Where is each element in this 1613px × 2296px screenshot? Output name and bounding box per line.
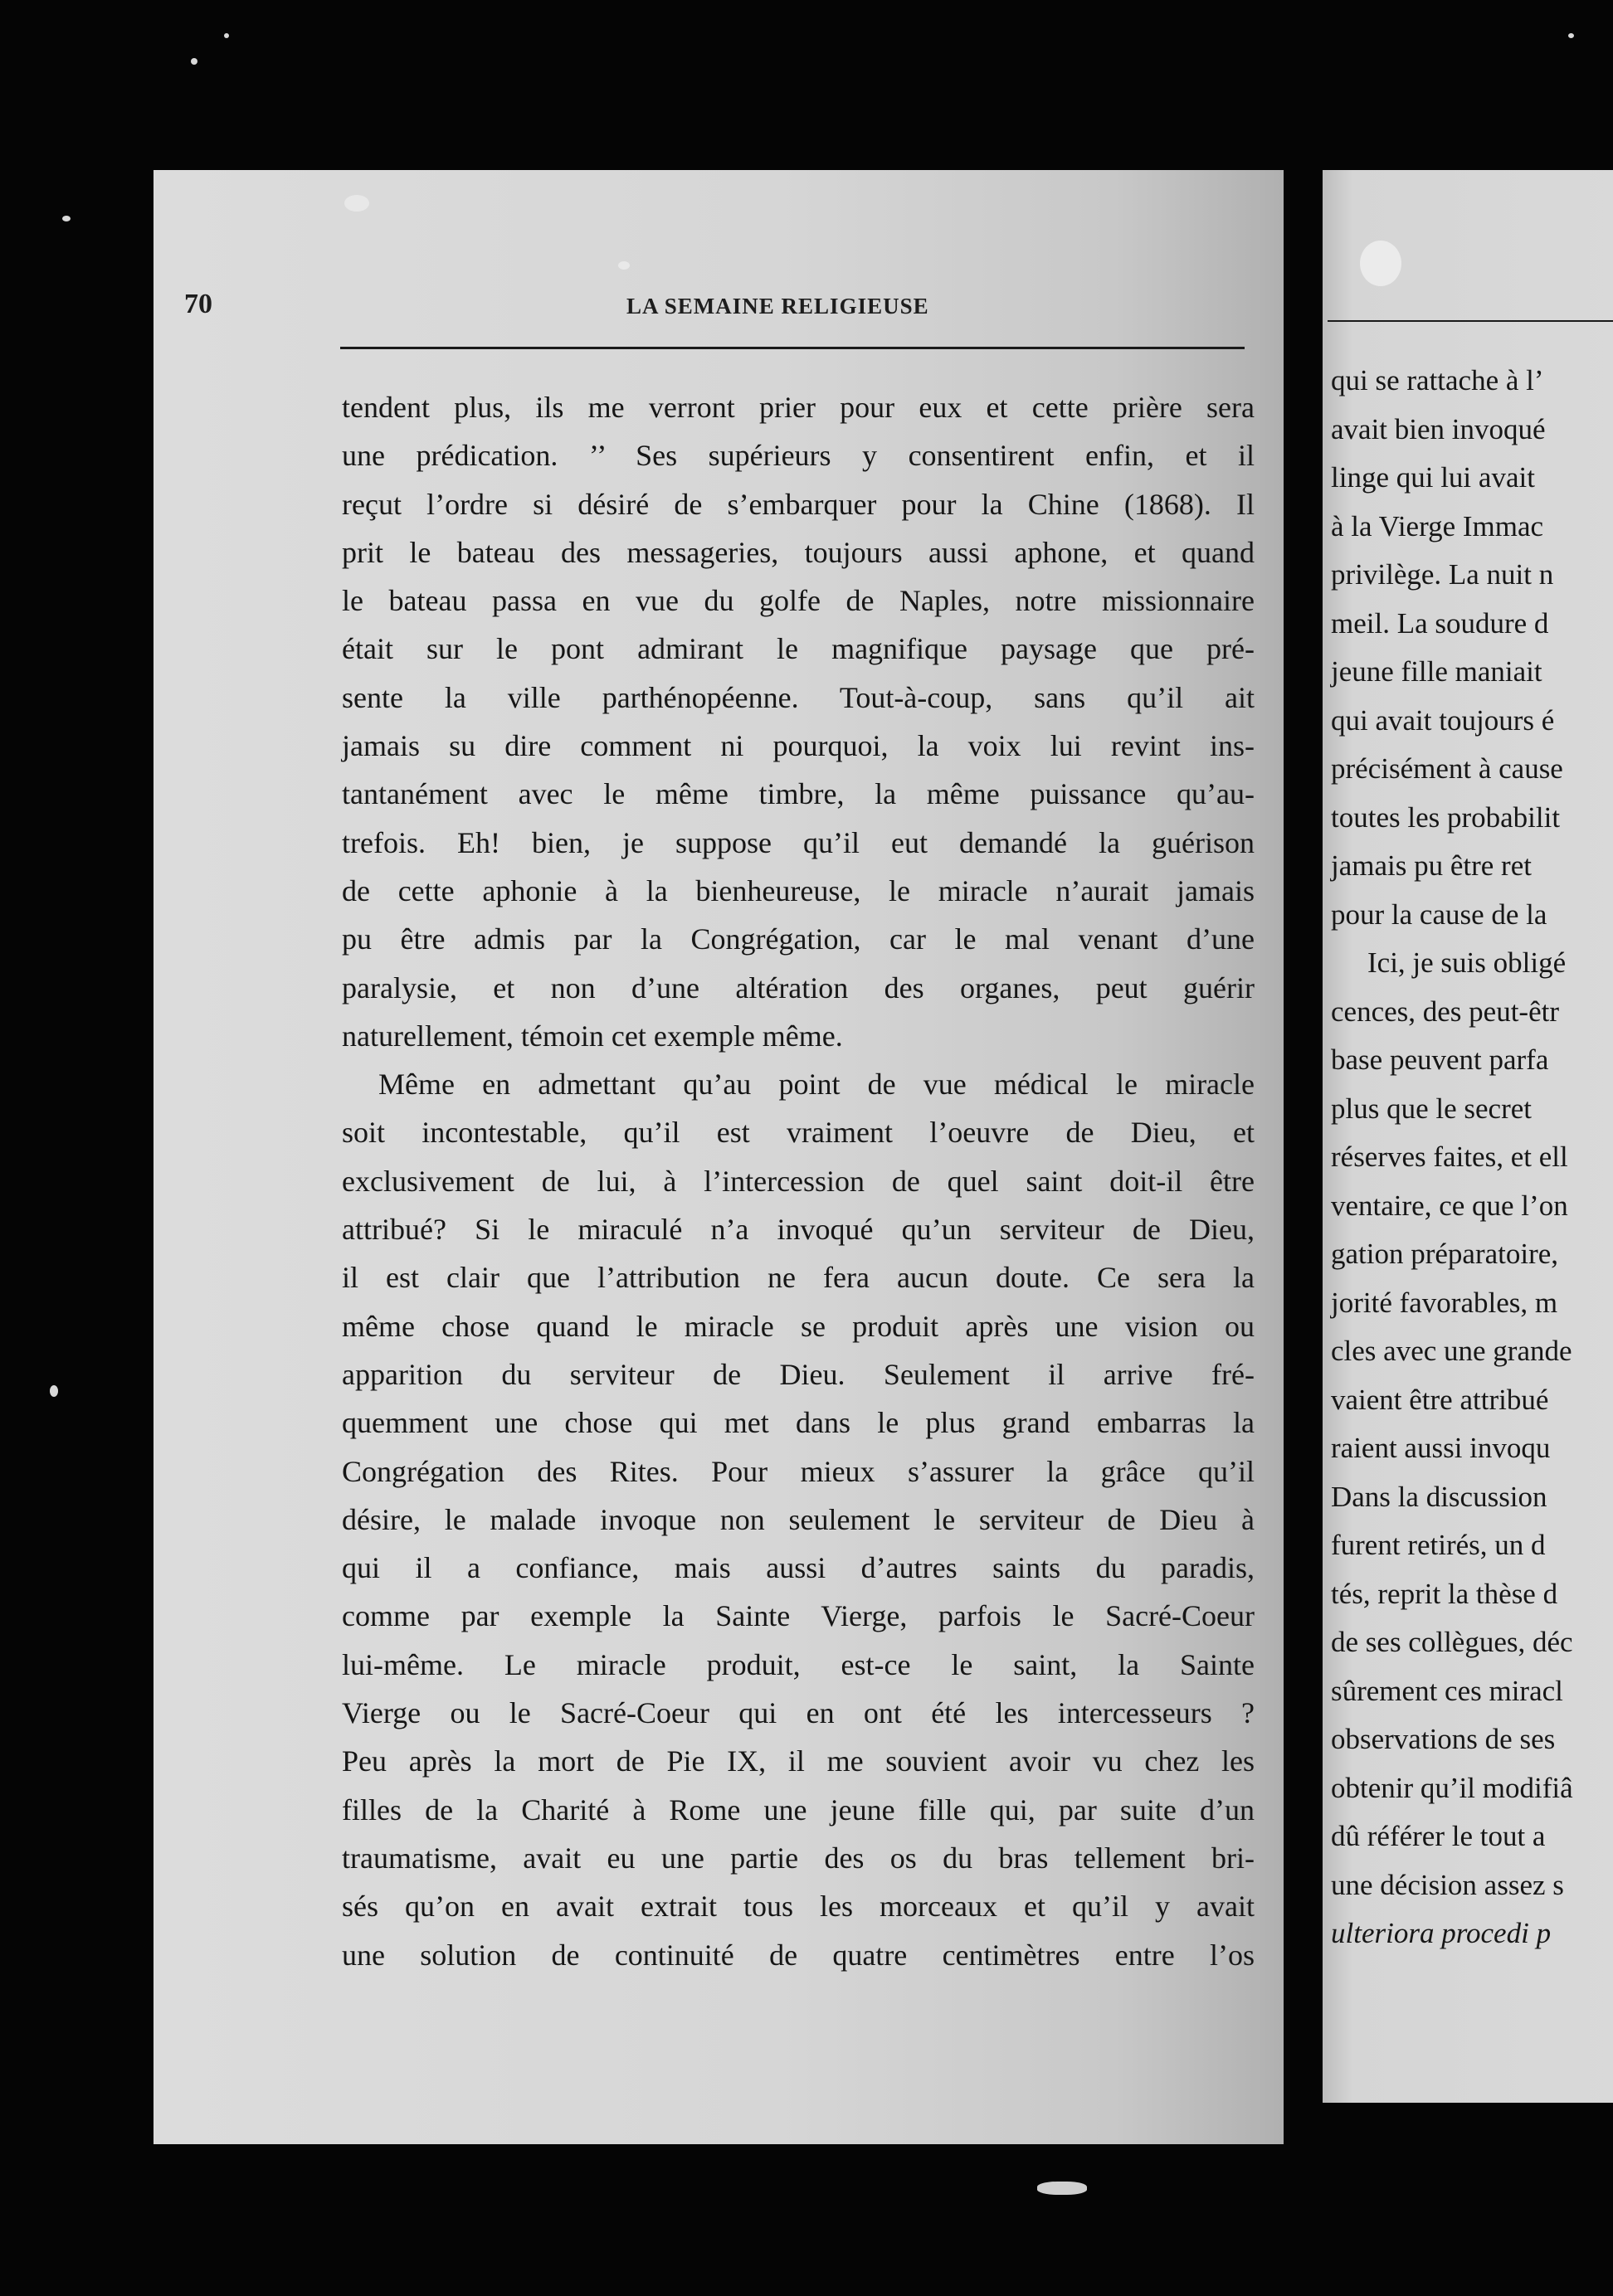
header-rule: [1328, 320, 1613, 322]
film-speck: [1568, 33, 1574, 38]
film-speck: [191, 58, 197, 65]
paper-spot: [344, 195, 369, 212]
text-line: plus que le secret: [1331, 1092, 1532, 1125]
text-line: sente la ville parthénopéenne. Tout-à-coup, sans qu’il ait: [342, 680, 1255, 714]
text-line: obtenir qu’il modifiâ: [1331, 1771, 1573, 1804]
text-line: réserves faites, et ell: [1331, 1141, 1568, 1173]
text-line: était sur le pont admirant le magnifique paysage que pré-: [342, 632, 1255, 666]
film-speck: [1037, 2182, 1087, 2195]
text-line: Vierge ou le Sacré-Coeur qui en ont été les intercesseurs ?: [342, 1696, 1255, 1730]
text-line: soit incontestable, qu’il est vraiment l’oeuvre de Dieu, et: [342, 1116, 1255, 1150]
text-line: de cette aphonie à la bienheureuse, le miracle n’aurait jamais: [342, 873, 1255, 907]
text-line: apparition du serviteur de Dieu. Seulement il arrive fré-: [342, 1357, 1255, 1391]
text-line: ventaire, ce que l’on: [1331, 1189, 1568, 1222]
right-text-block: [1331, 357, 1613, 1958]
text-line: observations de ses: [1331, 1723, 1556, 1755]
text-line: désire, le malade invoque non seulement le serviteur de Dieu à: [342, 1502, 1255, 1536]
text-line: une décision assez s: [1331, 1868, 1564, 1901]
text-line: précisément à cause: [1331, 752, 1563, 785]
text-line: Peu après la mort de Pie IX, il me souvient avoir vu chez les: [342, 1744, 1255, 1778]
text-line: naturellement, témoin cet exemple même.: [342, 1019, 843, 1053]
page-number: 70: [184, 289, 212, 319]
text-line: de ses collègues, déc: [1331, 1626, 1573, 1658]
text-line: furent retirés, un d: [1331, 1529, 1546, 1561]
text-line: cles avec une grande: [1331, 1335, 1572, 1367]
text-line: il est clair que l’attribution ne fera aucun doute. Ce sera la: [342, 1261, 1255, 1295]
text-line: gation préparatoire,: [1331, 1238, 1559, 1270]
left-text-block: [342, 383, 1255, 1979]
header-rule: [340, 347, 1245, 349]
text-line: linge qui lui avait: [1331, 461, 1535, 494]
text-line: trefois. Eh! bien, je suppose qu’il eut demandé la guérison: [342, 825, 1255, 859]
text-line: qui avait toujours é: [1331, 703, 1555, 737]
text-line: Ici, je suis obligé: [1367, 946, 1567, 979]
text-line: tendent plus, ils me verront prier pour eux et cette prière sera: [342, 391, 1255, 424]
text-line: meil. La soudure d: [1331, 606, 1549, 640]
text-line: Congrégation des Rites. Pour mieux s’assurer la grâce qu’il: [342, 1454, 1255, 1488]
text-line: attribué? Si le miraculé n’a invoqué qu’un serviteur de Dieu,: [342, 1213, 1255, 1247]
text-line: cences, des peut-êtr: [1331, 995, 1559, 1028]
text-line: exclusivement de lui, à l’intercession de quel saint doit-il être: [342, 1164, 1255, 1198]
text-line: reçut l’ordre si désiré de s’embarquer pour la Chine (1868). Il: [342, 487, 1255, 521]
text-line: jamais pu être ret: [1331, 849, 1532, 882]
text-line: sûrement ces miracl: [1331, 1674, 1563, 1707]
text-line: jeune fille maniait: [1331, 655, 1542, 688]
film-speck: [224, 33, 229, 38]
text-line: une solution de continuité de quatre centimètres entre l’os: [342, 1938, 1255, 1972]
text-line: base peuvent parfa: [1331, 1043, 1549, 1076]
text-line: jamais su dire comment ni pourquoi, la voix lui revint ins-: [342, 729, 1255, 763]
paper-spot: [1360, 241, 1401, 286]
text-line: sés qu’on en avait extrait tous les morceaux et qu’il y avait: [342, 1890, 1255, 1924]
text-line: dû référer le tout a: [1331, 1820, 1546, 1852]
text-line: ulteriora procedi p: [1331, 1917, 1552, 1949]
text-line: paralysie, et non d’une altération des organes, peut guérir: [342, 970, 1255, 1004]
text-line: Dans la discussion: [1331, 1480, 1547, 1513]
text-line: pour la cause de la: [1331, 897, 1547, 931]
text-line: Même en admettant qu’au point de vue médical le miracle: [378, 1068, 1255, 1102]
text-line: qui se rattache à l’: [1331, 364, 1544, 396]
text-line: filles de la Charité à Rome une jeune fille qui, par suite d’un: [342, 1793, 1255, 1827]
text-line: une prédication. ’’ Ses supérieurs y consentirent enfin, et il: [342, 439, 1255, 473]
film-speck: [62, 216, 71, 221]
text-line: privilège. La nuit n: [1331, 558, 1554, 591]
text-line: même chose quand le miracle se produit après une vision ou: [342, 1309, 1255, 1343]
text-line: pu être admis par la Congrégation, car le mal venant d’une: [342, 922, 1255, 956]
text-line: jorité favorables, m: [1331, 1286, 1558, 1319]
text-line: le bateau passa en vue du golfe de Naples, notre missionnaire: [342, 584, 1255, 618]
text-line: comme par exemple la Sainte Vierge, parfois le Sacré-Coeur: [342, 1599, 1255, 1633]
text-line: prit le bateau des messageries, toujours aussi aphone, et quand: [342, 535, 1255, 569]
text-line: vaient être attribué: [1331, 1383, 1549, 1416]
text-line: tés, reprit la thèse d: [1331, 1577, 1558, 1610]
paper-spot: [618, 261, 630, 270]
text-line: toutes les probabilit: [1331, 800, 1561, 834]
film-speck: [50, 1385, 58, 1397]
text-line: lui-même. Le miracle produit, est-ce le saint, la Sainte: [342, 1647, 1255, 1681]
text-line: raient aussi invoqu: [1331, 1432, 1551, 1464]
text-line: à la Vierge Immac: [1331, 509, 1544, 542]
text-line: qui il a confiance, mais aussi d’autres saints du paradis,: [342, 1551, 1255, 1585]
text-line: avait bien invoqué: [1331, 412, 1546, 445]
text-line: traumatisme, avait eu une partie des os du bras tellement bri-: [342, 1841, 1255, 1875]
running-head: LA SEMAINE RELIGIEUSE: [626, 294, 929, 319]
text-line: quemment une chose qui met dans le plus grand embarras la: [342, 1406, 1255, 1440]
text-line: tantanément avec le même timbre, la même puissance qu’au-: [342, 777, 1255, 811]
